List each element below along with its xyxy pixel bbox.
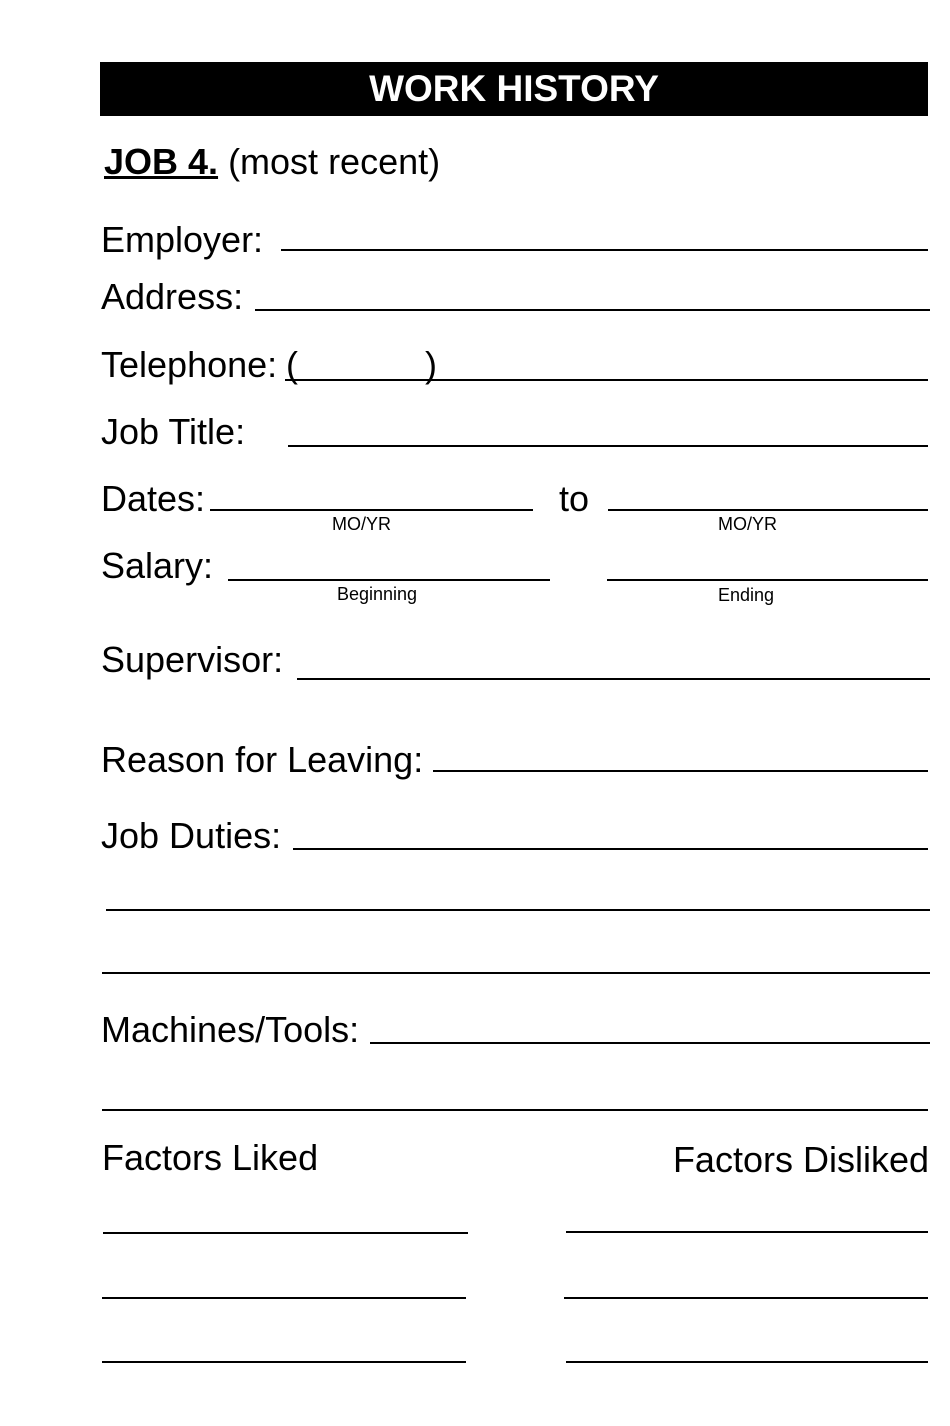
section-header: WORK HISTORY — [100, 62, 928, 116]
reason-for-leaving-field[interactable] — [433, 770, 928, 772]
salary-label: Salary: — [101, 545, 214, 586]
ending-salary-field[interactable] — [607, 579, 928, 581]
job-title-field[interactable] — [288, 445, 928, 447]
job-number: JOB 4. — [104, 141, 219, 182]
factors-disliked-field-3[interactable] — [566, 1361, 928, 1363]
telephone-field[interactable] — [285, 379, 928, 381]
dates-label: Dates: — [101, 478, 206, 519]
employer-label: Employer: — [101, 219, 264, 260]
end-date-field[interactable] — [608, 509, 928, 511]
factors-disliked-field-1[interactable] — [566, 1231, 928, 1233]
employer-field[interactable] — [281, 249, 928, 251]
job-heading — [104, 141, 441, 182]
machines-tools-field-1[interactable] — [370, 1042, 930, 1044]
supervisor-field[interactable] — [297, 678, 930, 680]
area-code-open: ( — [286, 344, 298, 385]
ending-salary-hint: Ending — [718, 585, 775, 605]
job-note: (most recent) — [228, 141, 441, 182]
beginning-salary-field[interactable] — [228, 579, 550, 581]
job-duties-field-2[interactable] — [106, 909, 930, 911]
address-label: Address: — [101, 276, 244, 317]
job-title-label: Job Title: — [101, 411, 246, 452]
address-field[interactable] — [255, 309, 930, 311]
reason-for-leaving-label: Reason for Leaving: — [101, 739, 424, 780]
job-duties-field-3[interactable] — [102, 972, 930, 974]
factors-disliked-field-2[interactable] — [564, 1297, 928, 1299]
start-date-hint: MO/YR — [332, 514, 392, 534]
area-code-close: ) — [425, 344, 437, 385]
job-duties-field-1[interactable] — [293, 848, 928, 850]
factors-liked-label: Factors Liked — [102, 1137, 319, 1178]
end-date-hint: MO/YR — [718, 514, 778, 534]
start-date-field[interactable] — [210, 509, 533, 511]
machines-tools-field-2[interactable] — [102, 1109, 928, 1111]
factors-liked-field-1[interactable] — [103, 1232, 468, 1234]
factors-liked-field-3[interactable] — [102, 1361, 466, 1363]
supervisor-label: Supervisor: — [101, 639, 284, 680]
beginning-salary-hint: Beginning — [337, 584, 418, 604]
dates-to-label: to — [559, 478, 590, 519]
factors-liked-field-2[interactable] — [102, 1297, 466, 1299]
job-duties-label: Job Duties: — [101, 815, 282, 856]
telephone-label: Telephone: — [101, 344, 278, 385]
machines-tools-label: Machines/Tools: — [101, 1009, 360, 1050]
factors-disliked-label: Factors Disliked — [672, 1139, 929, 1180]
